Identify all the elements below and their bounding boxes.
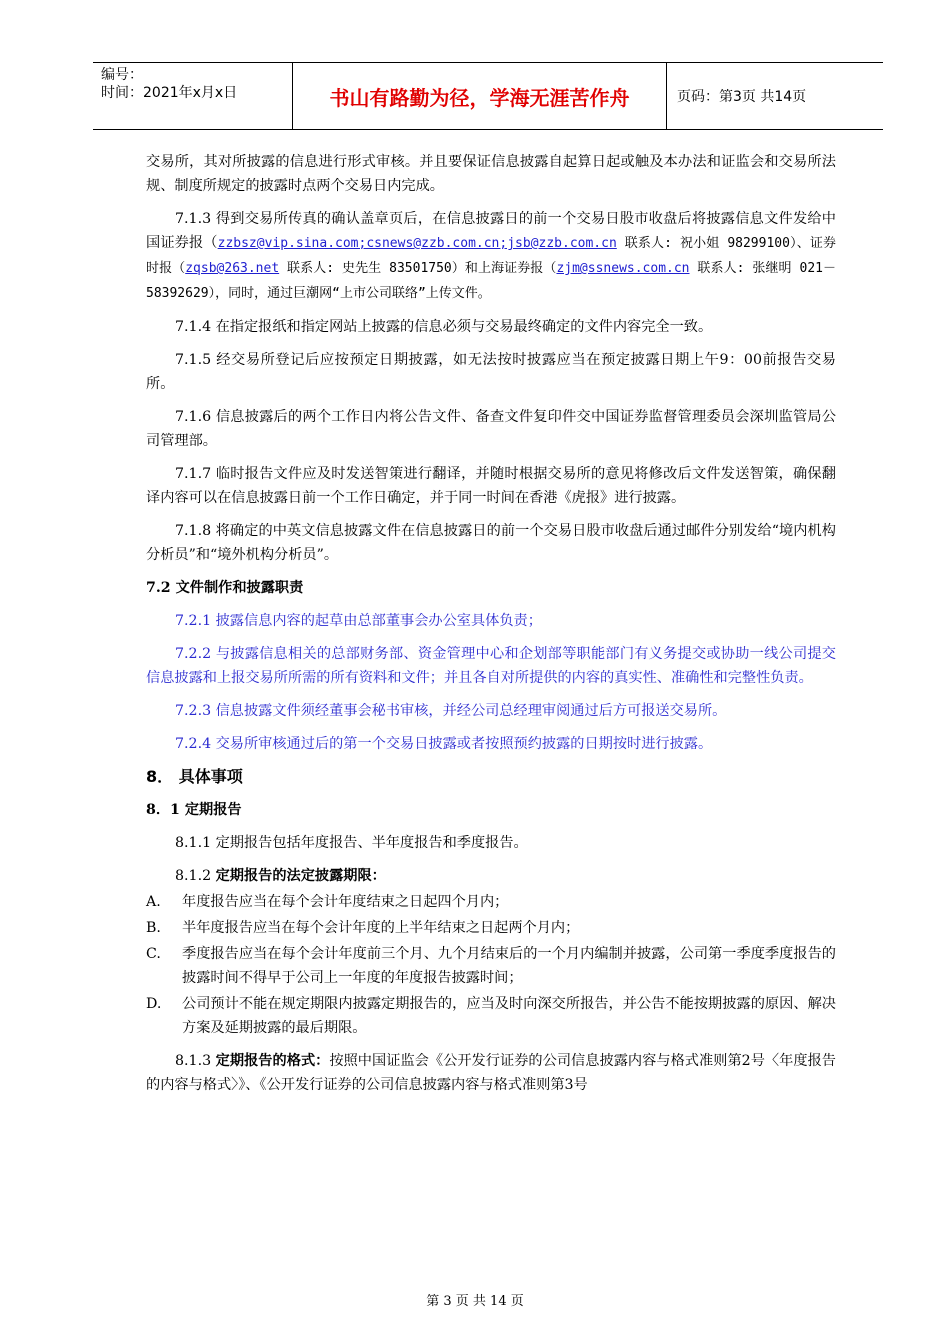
paragraph-7-2-3: 7.2.3 信息披露文件须经董事会秘书审核，并经公司总经理审阅通过后方可报送交易所。: [175, 703, 727, 719]
section-text: 按照中国证监会《公开发行证券的公司信息披露内容与格式准则第2号〈年度报告的内容与格式〉》、《公开发行证券的公司信息披露内容与格式准则第3号: [146, 1053, 836, 1093]
heading-7-2: 7.2 文件制作和披露职责: [146, 580, 304, 596]
list-item: [146, 992, 836, 1040]
text-segment: 7.1.3 得到交易所传真的确认盖章页后，在信息披露日的前一个交易日股市收盘后将披露信息文件发给中国证券报（: [146, 211, 836, 251]
header-meta: [93, 63, 293, 129]
paragraph-continuation: 交易所，其对所披露的信息进行形式审核。并且要保证信息披露自起算日起或触及本办法和证监会和交易所法规、制度所规定的披露时点两个交易日内完成。: [146, 154, 836, 194]
list-marker: A.: [146, 894, 161, 910]
list-text: 半年度报告应当在每个会计年度的上半年结束之日起两个月内；: [182, 920, 580, 936]
email-link-zqsb[interactable]: zqsb@263.net: [185, 261, 280, 276]
list-marker: D.: [146, 996, 162, 1012]
email-link-cs[interactable]: zzbsz@vip.sina.com;csnews@zzb.com.cn;jsb@zzb.com.cn: [217, 236, 617, 251]
list-8-1-2: [146, 890, 836, 1040]
document-body: [146, 150, 836, 1106]
paragraph-7-1-5: 7.1.5 经交易所登记后应按预定日期披露，如无法按时披露应当在预定披露日期上午9：00前报告交易所。: [146, 352, 836, 392]
section-title: 定期报告的法定披露期限：: [215, 868, 386, 884]
header-page-number: 页码：第3页 共14页: [677, 89, 807, 105]
email-link-ss[interactable]: zjm@ssnews.com.cn: [556, 261, 690, 276]
list-item: [146, 916, 836, 940]
paragraph-7-2-1: 7.2.1 披露信息内容的起草由总部董事会办公室具体负责；: [175, 613, 542, 629]
list-item: [146, 942, 836, 990]
heading-8: 8． 具体事项: [146, 767, 243, 786]
header-time: 时间：2021年x月x日: [101, 85, 238, 101]
heading-8-1: 8．1 定期报告: [146, 802, 242, 818]
list-text: 年度报告应当在每个会计年度结束之日起四个月内；: [182, 894, 509, 910]
section-number: 8.1.3: [175, 1053, 216, 1069]
text-segment: 联系人: 史先生 83501750）和上海证券报（: [279, 261, 557, 276]
page-footer: 第 3 页 共 14 页: [426, 1294, 524, 1309]
paragraph-7-1-4: 7.1.4 在指定报纸和指定网站上披露的信息必须与交易最终确定的文件内容完全一致。: [175, 319, 713, 335]
paragraph-7-1-6: 7.1.6 信息披露后的两个工作日内将公告文件、备查文件复印件交中国证券监督管理委员会深圳监管局公司管理部。: [146, 409, 836, 449]
list-item: [146, 890, 836, 914]
section-title: 定期报告的格式：: [215, 1053, 330, 1069]
list-marker: C.: [146, 946, 161, 962]
list-marker: B.: [146, 920, 161, 936]
text-segment: 联系人: 张继明 021－58392629），同时，通过巨潮网“上市公司联络”上传文件。: [146, 261, 836, 301]
paragraph-7-1-8: 7.1.8 将确定的中英文信息披露文件在信息披露日的前一个交易日股市收盘后通过邮件分别发给“境内机构分析员”和“境外机构分析员”。: [146, 523, 836, 563]
paragraph-7-2-4: 7.2.4 交易所审核通过后的第一个交易日披露或者按照预约披露的日期按时进行披露。: [175, 736, 713, 752]
section-number: 8.1.2: [175, 868, 216, 884]
header-slogan: 书山有路勤为径，学海无涯苦作舟: [293, 63, 667, 129]
paragraph-8-1-3: [146, 1049, 836, 1097]
text-segment: 联系人: 祝小姐 98299100）、证券时报（: [146, 236, 836, 276]
paragraph-7-2-2: 7.2.2 与披露信息相关的总部财务部、资金管理中心和企划部等职能部门有义务提交或协助一线公司提交信息披露和上报交易所所需的所有资料和文件；并且各自对所提供的内容的真实性、准确性和完整性负责。: [146, 646, 836, 686]
header-number: 编号：: [101, 67, 143, 83]
paragraph-8-1-1: 8.1.1 定期报告包括年度报告、半年度报告和季度报告。: [175, 835, 528, 851]
page-header: [93, 62, 883, 130]
paragraph-8-1-2: [146, 864, 836, 888]
list-text: 季度报告应当在每个会计年度前三个月、九个月结束后的一个月内编制并披露，公司第一季度季度报告的披露时间不得早于公司上一年度的年度报告披露时间；: [182, 946, 836, 986]
paragraph-7-1-7: 7.1.7 临时报告文件应及时发送智策进行翻译，并随时根据交易所的意见将修改后文件发送智策，确保翻译内容可以在信息披露日前一个工作日确定，并于同一时间在香港《虎报》进行披露。: [146, 466, 836, 506]
paragraph-7-1-3: [146, 207, 836, 306]
list-text: 公司预计不能在规定期限内披露定期报告的，应当及时向深交所报告，并公告不能按期披露的原因、解决方案及延期披露的最后期限。: [182, 996, 836, 1036]
